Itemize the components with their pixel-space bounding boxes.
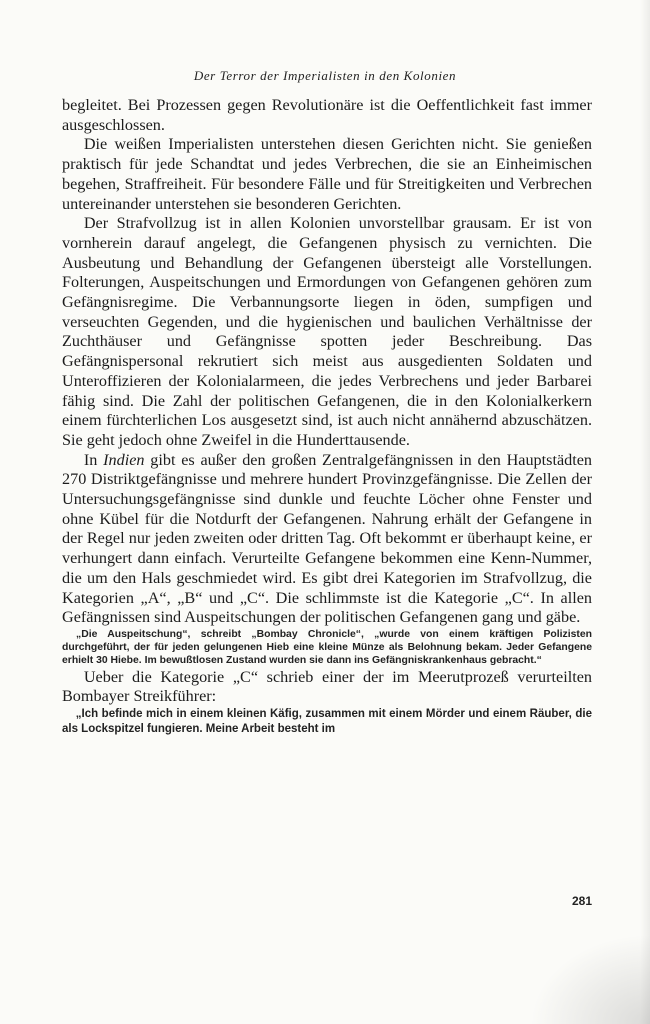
bombay-chronicle-note: „Die Auspeitschung“, schreibt „Bombay Chronicle“, „wurde von einem kräftigen Polizisten durchgeführt, der für jeden gelungenen Hieb eine kleine Münze als Belohnung bekam. Jeder Gefangene erhielt 30 Hiebe. Im bewußtlosen Zustand wurden sie dann ins Gefängniskrankenhaus gebracht.“ xyxy=(62,628,592,667)
paragraph-continuation: begleitet. Bei Prozessen gegen Revolutionäre ist die Oeffentlichkeit fast immer ausgeschlossen. xyxy=(62,96,592,134)
paragraph-penal-system: Der Strafvollzug ist in allen Kolonien unvorstellbar grausam. Er ist von vornherein darauf angelegt, die Gefangenen physisch zu vernichten. Die Ausbeutung und Behandlung der Gefangenen übersteigt alle Vorstellungen. Folterungen, Auspeitschungen und Ermordungen von Gefangenen gehören zum Gefängnisregime. Die Verbannungsorte liegen in öden, sumpfigen und verseuchten Gegenden, und die hygienischen und baulichen Verhältnisse der Zuchthäuser und Gefängnisse spotten jeder Beschreibung. Das Gefängnispersonal rekrutiert sich meist aus ausgedienten Soldaten und Unteroffizieren der Kolonialarmeen, die jedes Verbrechens und jeder Barbarei fähig sind. Die Zahl der politischen Gefangenen, die in den Kolonialkerkern einem fürchterlichen Los ausgesetzt sind, ist auch nicht annähernd abzuschätzen. Sie geht jedoch ohne Zweifel in die Hunderttausende. xyxy=(62,214,592,449)
page-corner-shadow xyxy=(530,934,650,1024)
paragraph-india xyxy=(62,451,592,628)
strike-leader-quote: „Ich befinde mich in einem kleinen Käfig, zusammen mit einem Mörder und einem Räuber, die als Lockspitzel fungieren. Meine Arbeit besteht im xyxy=(62,708,592,735)
paragraph-imperialists: Die weißen Imperialisten unterstehen diesen Gerichten nicht. Sie genießen praktisch für jede Schandtat und jedes Verbrechen, die sie an Einheimischen begehen, Straffreiheit. Für besondere Fälle und für Streitigkeiten und Verbrechen untereinander unterstehen sie besonderen Gerichten. xyxy=(62,135,592,213)
india-emphasis: Indien xyxy=(103,450,145,469)
page-body xyxy=(62,96,592,737)
india-rest: gibt es außer den großen Zentralgefängnissen in den Hauptstädten 270 Distriktgefängnisse und mehrere hundert Provinzgefängnisse. Die Zellen der Untersuchungsgefängnisse sind dunkle und feuchte Löcher ohne Fenster und ohne Kübel für die Notdurft der Gefangenen. Nahrung erhält der Gefangene in der Regel nur jeden zweiten oder dritten Tag. Oft bekommt er überhaupt keine, er verhungert dann einfach. Verurteilte Gefangene bekommen eine Kenn-Nummer, die um den Hals geschmiedet wird. Es gibt drei Kategorien im Strafvollzug, die Kategorien „A“, „B“ und „C“. Die schlimmste ist die Kategorie „C“. In allen Gefängnissen sind Auspeitschungen der politischen Gefangenen gang und gäbe. xyxy=(62,450,593,627)
paragraph-category-c: Ueber die Kategorie „C“ schrieb einer der im Meerutprozeß verurteilten Bombayer Streikführer: xyxy=(62,667,592,706)
page-edge-shadow xyxy=(640,0,650,1024)
india-lead: In xyxy=(83,450,104,469)
running-header: Der Terror der Imperialisten in den Kolonien xyxy=(193,68,457,83)
page-number: 281 xyxy=(571,894,592,908)
